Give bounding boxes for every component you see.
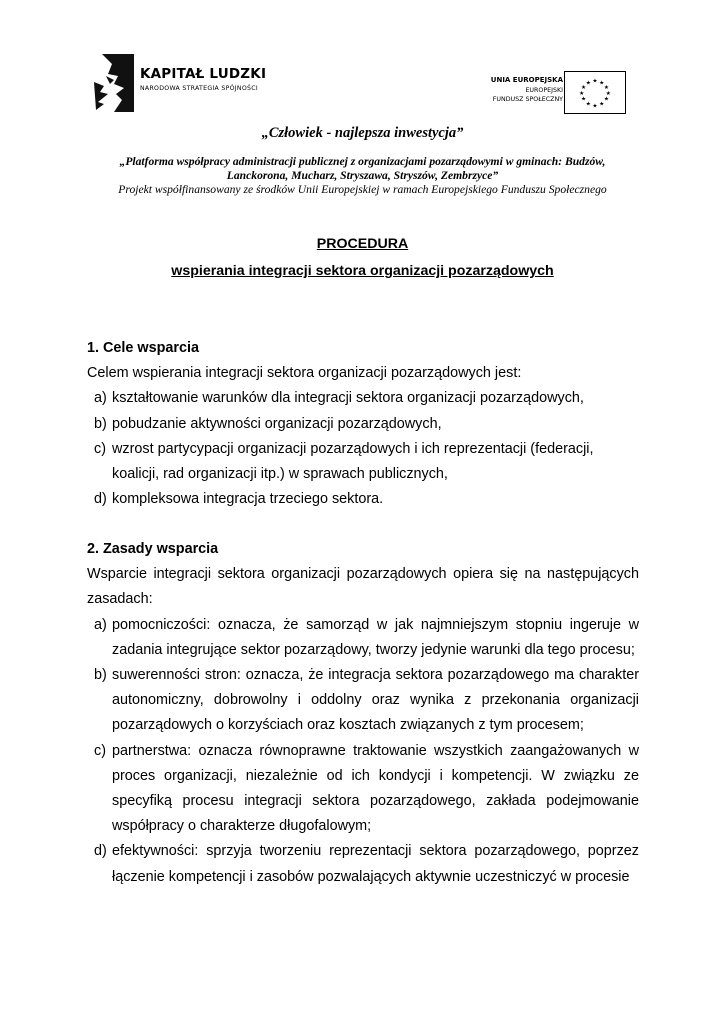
list-item-text: pobudzanie aktywności organizacji pozarządowych, xyxy=(112,415,442,432)
eu-logo-text xyxy=(491,76,563,105)
svg-text:★: ★ xyxy=(592,103,598,110)
svg-text:★: ★ xyxy=(580,85,587,92)
svg-text:★: ★ xyxy=(585,80,591,87)
kapital-ludzki-title: KAPITAŁ LUDZKI xyxy=(140,66,267,82)
svg-text:★: ★ xyxy=(603,96,610,103)
section-goals xyxy=(87,336,639,512)
eu-logo xyxy=(474,71,629,115)
svg-text:★: ★ xyxy=(580,96,587,103)
svg-text:★: ★ xyxy=(585,101,591,108)
list-item-text: suwerenności stron: oznacza, że integracja sektora pozarządowego ma charakter autonomiczny, dobrowolny i oddolny oraz wynika z przekonania organizacji pozarządowych o korzyściach oraz kosztach związanych z tym procesem; xyxy=(112,667,639,734)
section-heading: 1. Cele wsparcia xyxy=(87,340,199,356)
list-item xyxy=(87,487,639,512)
cofinancing-note: Projekt współfinansowany ze środków Unii Europejskiej w ramach Europejskiego Funduszu Społecznego xyxy=(118,183,607,196)
list-item xyxy=(87,613,639,663)
list-item xyxy=(87,412,639,437)
svg-text:★: ★ xyxy=(592,78,598,85)
kapital-ludzki-subtitle: NARODOWA STRATEGIA SPÓJNOŚCI xyxy=(140,85,258,92)
list-item xyxy=(87,386,639,411)
eu-flag-icon xyxy=(564,71,626,114)
list-marker: c) xyxy=(94,742,106,759)
eu-line-2: EUROPEJSKI xyxy=(525,86,563,94)
list-marker: c) xyxy=(94,440,106,457)
list-item-text: pomocniczości: oznacza, że samorząd w jak najmniejszym stopniu ingeruje w zadania integrujące sektor pozarządowy, tworzy jedynie warunki dla tego procesu; xyxy=(112,616,639,658)
list-item-text: kształtowanie warunków dla integracji sektora organizacji pozarządowych, xyxy=(112,390,584,407)
list-item xyxy=(87,437,639,487)
eu-line-3: FUNDUSZ SPOŁECZNY xyxy=(492,96,563,103)
list-item-text: kompleksowa integracja trzeciego sektora. xyxy=(112,491,384,508)
project-name: „Platforma współpracy administracji publicznej z organizacjami pozarządowymi w gminach: Budzów, Lanckorona, Mucharz, Stryszawa, Stryszów, Zembrzyce” xyxy=(119,155,606,182)
list-marker: a) xyxy=(94,390,107,407)
list-item-text: wzrost partycypacji organizacji pozarządowych i ich reprezentacji (federacji, koalicji, rad organizacji itp.) w sprawach publicznych, xyxy=(112,440,594,483)
list-marker: a) xyxy=(94,616,107,633)
document-title: PROCEDURA xyxy=(316,236,409,252)
kapital-ludzki-logo xyxy=(94,54,284,112)
section-principles xyxy=(87,537,639,890)
list-item xyxy=(87,739,639,840)
eu-line-1: UNIA EUROPEJSKA xyxy=(490,76,563,84)
svg-text:★: ★ xyxy=(605,90,611,97)
project-motto: „Człowiek - najlepsza inwestycja” xyxy=(261,125,464,141)
list-item xyxy=(87,663,639,739)
section-heading: 2. Zasady wsparcia xyxy=(87,541,219,557)
section-intro: Wsparcie integracji sektora organizacji pozarządowych opiera się na następujących zasadach: xyxy=(87,566,639,608)
svg-text:★: ★ xyxy=(599,80,605,87)
list-item-text: efektywności: sprzyja tworzeniu reprezentacji sektora pozarządowego, poprzez łączenie kompetencji i zasobów pozwalających aktywnie uczestniczyć w procesie xyxy=(112,843,639,885)
list-marker: d) xyxy=(94,843,107,860)
list-item xyxy=(87,839,639,889)
list-marker: b) xyxy=(94,667,107,684)
list-marker: d) xyxy=(94,491,107,508)
document-subtitle: wspierania integracji sektora organizacji pozarządowych xyxy=(171,263,554,279)
section-intro: Celem wspierania integracji sektora organizacji pozarządowych jest: xyxy=(87,365,522,382)
list-item-text: partnerstwa: oznacza równoprawne traktowanie wszystkich zaangażowanych w proces organizacji, niezależnie od ich kondycji i kompetencji. W związku ze specyfiką procesu integracji sektora pozarządowego, zakłada podejmowanie współpracy o charakterze długofalowym; xyxy=(112,742,639,835)
svg-text:★: ★ xyxy=(579,90,585,97)
list-marker: b) xyxy=(94,415,107,432)
kapital-ludzki-emblem-icon xyxy=(94,54,134,112)
svg-text:★: ★ xyxy=(599,101,605,108)
svg-text:★: ★ xyxy=(603,85,610,92)
